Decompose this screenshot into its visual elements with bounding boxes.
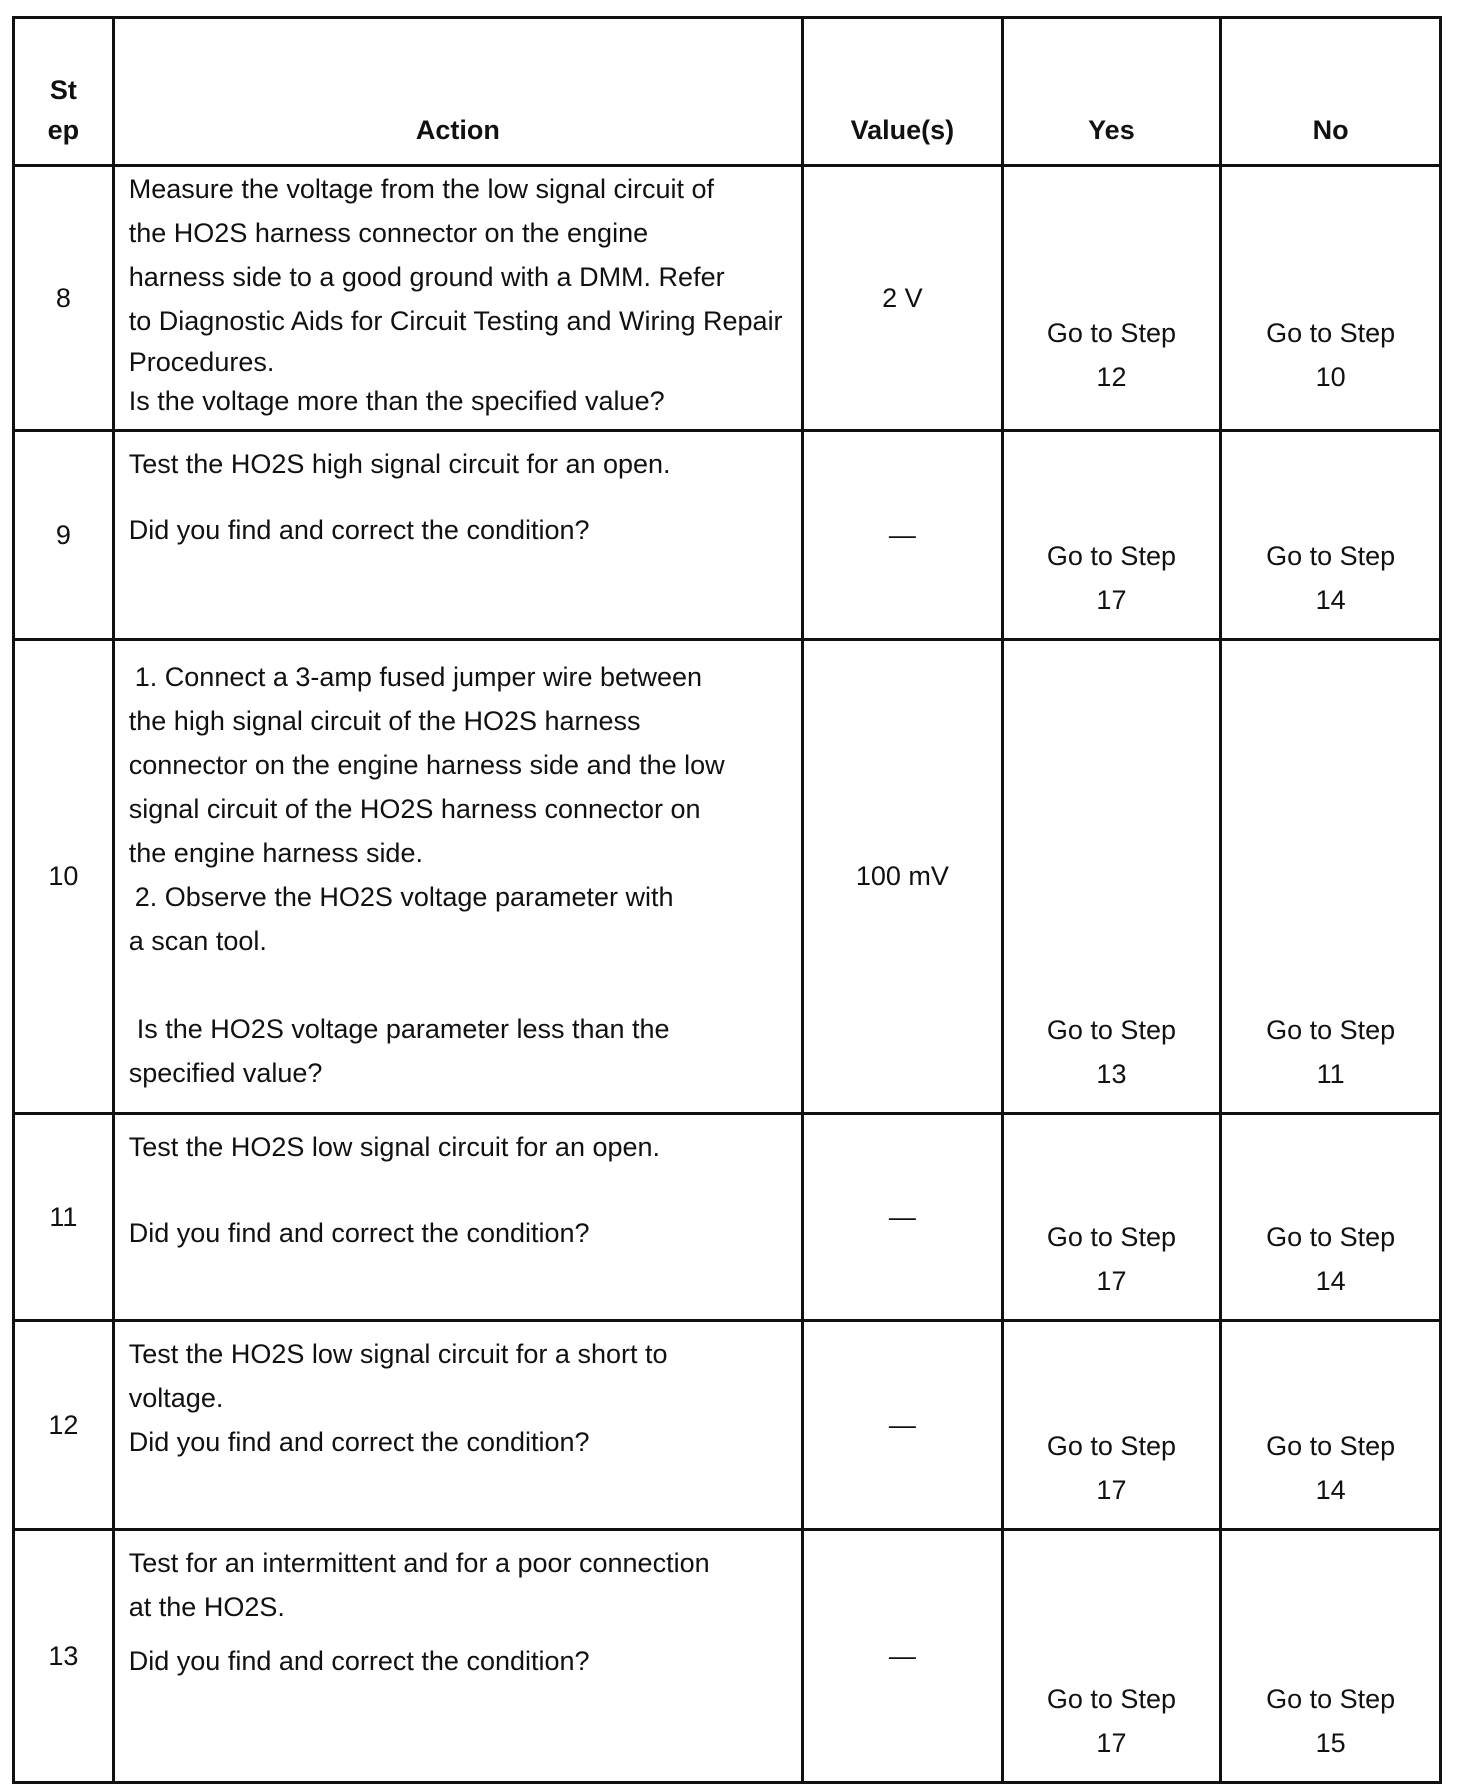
header-action: Action (113, 18, 802, 166)
no-cell (1221, 1114, 1441, 1321)
yes-cell (1002, 1530, 1221, 1783)
action-line: 1. Connect a 3-amp fused jumper wire between (134, 662, 703, 692)
table-row (14, 640, 1441, 1114)
goto-step: 12 (1096, 362, 1127, 392)
action-line: Is the HO2S voltage parameter less than the (136, 1014, 670, 1044)
yes-cell (1002, 431, 1221, 640)
table-row (14, 1321, 1441, 1530)
header-row (14, 18, 1441, 166)
goto-label: Go to Step (1046, 1222, 1176, 1252)
value-cell: — (803, 431, 1003, 640)
header-step-line1: St (49, 75, 77, 105)
goto-label: Go to Step (1266, 541, 1396, 571)
step-number: 11 (14, 1114, 114, 1321)
goto-step: 17 (1096, 585, 1127, 615)
yes-cell (1002, 166, 1221, 431)
value-cell: — (803, 1114, 1003, 1321)
goto-label: Go to Step (1266, 318, 1396, 348)
goto-step: 17 (1096, 1728, 1127, 1758)
action-line: the engine harness side. (128, 838, 423, 868)
goto-step: 14 (1315, 1475, 1346, 1505)
goto-step: 15 (1315, 1728, 1346, 1758)
diagnostic-table (12, 16, 1442, 1784)
goto-label: Go to Step (1046, 1431, 1176, 1461)
no-cell (1221, 1321, 1441, 1530)
action-line: the HO2S harness connector on the engine (128, 218, 649, 248)
action-line: Did you find and correct the condition? (128, 515, 590, 545)
goto-label: Go to Step (1046, 1015, 1176, 1045)
goto-step: 14 (1315, 1266, 1346, 1296)
goto-step: 13 (1096, 1059, 1127, 1089)
step-number: 12 (14, 1321, 114, 1530)
table-row (14, 431, 1441, 640)
step-number: 8 (14, 166, 114, 431)
action-line: Is the voltage more than the specified value? (128, 386, 665, 416)
yes-cell (1002, 1114, 1221, 1321)
yes-cell (1002, 1321, 1221, 1530)
yes-cell (1002, 640, 1221, 1114)
action-line: Procedures. (128, 347, 275, 377)
goto-label: Go to Step (1266, 1684, 1396, 1714)
action-line: a scan tool. (128, 926, 267, 956)
action-line: at the HO2S. (128, 1592, 285, 1622)
table-row (14, 166, 1441, 431)
step-number: 13 (14, 1530, 114, 1783)
action-line: Test the HO2S high signal circuit for an open. (128, 449, 671, 479)
table-row (14, 1114, 1441, 1321)
value-cell: 2 V (803, 166, 1003, 431)
action-line: the high signal circuit of the HO2S harness (128, 706, 641, 736)
action-line: 2. Observe the HO2S voltage parameter with (134, 882, 674, 912)
header-step-line2: ep (47, 115, 80, 145)
goto-step: 10 (1315, 362, 1346, 392)
header-step (14, 18, 114, 166)
goto-step: 14 (1315, 585, 1346, 615)
step-number: 10 (14, 640, 114, 1114)
action-line: Did you find and correct the condition? (128, 1218, 590, 1248)
goto-label: Go to Step (1266, 1015, 1396, 1045)
action-line: Did you find and correct the condition? (128, 1427, 590, 1457)
goto-step: 17 (1096, 1266, 1127, 1296)
header-yes: Yes (1002, 18, 1221, 166)
goto-step: 11 (1316, 1059, 1345, 1089)
action-cell (113, 431, 802, 640)
action-cell (113, 640, 802, 1114)
no-cell (1221, 1530, 1441, 1783)
goto-label: Go to Step (1046, 1684, 1176, 1714)
goto-label: Go to Step (1266, 1431, 1396, 1461)
action-cell (113, 1530, 802, 1783)
goto-label: Go to Step (1266, 1222, 1396, 1252)
action-line: Measure the voltage from the low signal circuit of (128, 174, 715, 204)
action-line: Test the HO2S low signal circuit for a short to (128, 1339, 668, 1369)
goto-label: Go to Step (1046, 318, 1176, 348)
header-no: No (1221, 18, 1441, 166)
action-line: to Diagnostic Aids for Circuit Testing and Wiring Repair (128, 306, 783, 336)
goto-step: 17 (1096, 1475, 1127, 1505)
action-line: signal circuit of the HO2S harness connector on (128, 794, 701, 824)
action-line: voltage. (128, 1383, 224, 1413)
action-line: specified value? (128, 1058, 323, 1088)
goto-label: Go to Step (1046, 541, 1176, 571)
step-number: 9 (14, 431, 114, 640)
no-cell (1221, 431, 1441, 640)
no-cell (1221, 640, 1441, 1114)
value-cell: 100 mV (803, 640, 1003, 1114)
action-line: Did you find and correct the condition? (128, 1646, 590, 1676)
action-cell (113, 1321, 802, 1530)
action-line: Test the HO2S low signal circuit for an open. (128, 1132, 661, 1162)
value-cell: — (803, 1530, 1003, 1783)
header-values: Value(s) (803, 18, 1003, 166)
action-line: Test for an intermittent and for a poor connection (128, 1548, 710, 1578)
value-cell: — (803, 1321, 1003, 1530)
action-cell (113, 1114, 802, 1321)
action-line: harness side to a good ground with a DMM. Refer (128, 262, 725, 292)
table-row (14, 1530, 1441, 1783)
action-cell (113, 166, 802, 431)
action-line: connector on the engine harness side and the low (128, 750, 725, 780)
no-cell (1221, 166, 1441, 431)
